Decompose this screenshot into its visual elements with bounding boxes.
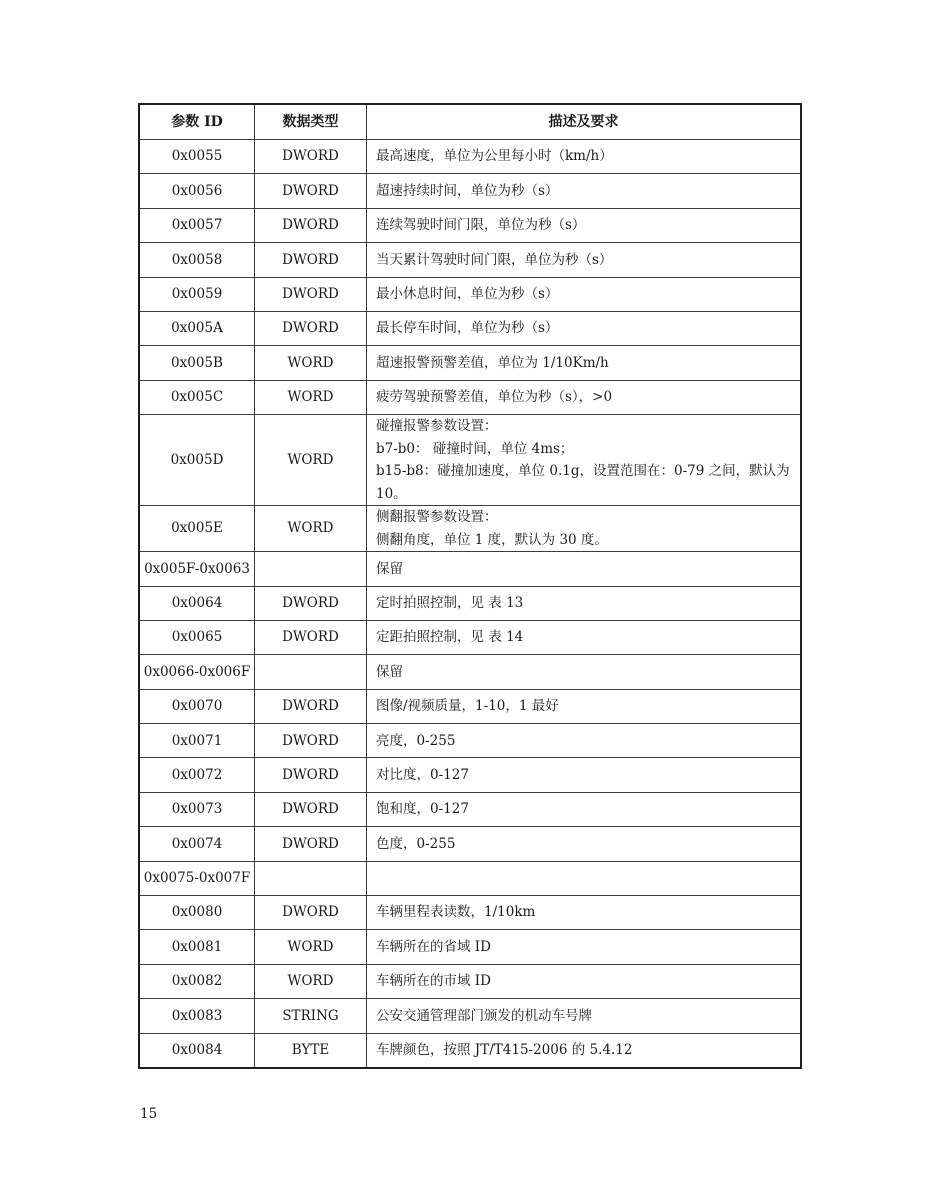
description-cell [367,243,800,276]
data-type-cell: WORD [255,965,367,998]
description-cell [367,827,800,860]
table-row [140,690,800,724]
description-line: 车牌颜色，按照 JT/T415-2006 的 5.4.12 [376,1042,633,1059]
description-cell [367,862,800,895]
data-type-cell: DWORD [255,174,367,207]
data-type-cell: DWORD [255,621,367,654]
description-cell [367,965,800,998]
description-line: 最小休息时间，单位为秒（s） [376,286,559,302]
param-id-cell: 0x0075-0x007F [140,862,255,895]
description-line: 超速报警预警差值，单位为 1/10Km/h [376,354,609,371]
table-row [140,415,800,506]
description-cell [367,758,800,791]
description-cell [367,174,800,207]
description-cell [367,621,800,654]
description-cell [367,346,800,379]
description-line: 亮度，0-255 [376,732,456,749]
data-type-cell: WORD [255,506,367,551]
table-row [140,862,800,896]
param-id-cell: 0x0055 [140,140,255,173]
description-cell [367,381,800,414]
table-row [140,999,800,1033]
description-line: 10。 [376,485,407,502]
description-line: 车辆所在的市域 ID [376,973,491,990]
table-row [140,827,800,861]
header-data-type: 数据类型 [255,105,367,139]
table-row [140,506,800,552]
description-line: 色度，0-255 [376,835,456,852]
description-cell [367,999,800,1032]
description-line: 超速持续时间，单位为秒（s） [376,182,559,199]
data-type-cell: DWORD [255,793,367,826]
data-type-cell: DWORD [255,312,367,345]
description-line: 公安交通管理部门颁发的机动车号牌 [376,1007,592,1024]
data-type-cell: DWORD [255,278,367,311]
table-header-row [140,105,800,140]
param-id-cell: 0x005B [140,346,255,379]
description-line: 保留 [376,663,403,680]
description-line: 车辆里程表读数，1/10km [376,904,536,921]
table-row [140,621,800,655]
description-cell [367,278,800,311]
data-type-cell: WORD [255,930,367,963]
param-id-cell: 0x0073 [140,793,255,826]
description-cell [367,690,800,723]
description-line: 当天累计驾驶时间门限，单位为秒（s） [376,251,613,268]
table-row [140,346,800,380]
description-line: 饱和度，0-127 [376,801,469,818]
header-param-id: 参数 ID [140,105,255,139]
description-line: 侧翻报警参数设置： [376,509,498,526]
table-row [140,655,800,689]
description-cell [367,506,800,551]
table-row [140,552,800,586]
description-cell [367,209,800,242]
data-type-cell: DWORD [255,140,367,173]
description-cell [367,724,800,757]
param-id-cell: 0x0065 [140,621,255,654]
param-id-cell: 0x0059 [140,278,255,311]
table-row [140,1034,800,1067]
param-id-cell: 0x0070 [140,690,255,723]
param-id-cell: 0x0083 [140,999,255,1032]
table-row [140,724,800,758]
description-line: 定时拍照控制，见 表 13 [376,594,524,611]
data-type-cell: WORD [255,381,367,414]
param-id-cell: 0x0057 [140,209,255,242]
data-type-cell: BYTE [255,1034,367,1067]
data-type-cell: DWORD [255,827,367,860]
param-id-cell: 0x0081 [140,930,255,963]
description-cell [367,587,800,620]
description-line: 定距拍照控制，见 表 14 [376,629,524,646]
table-row [140,312,800,346]
param-id-cell: 0x005C [140,381,255,414]
description-line: 疲劳驾驶预警差值，单位为秒（s），>0 [376,389,613,406]
description-line: 保留 [376,560,403,577]
param-id-cell: 0x0064 [140,587,255,620]
description-cell [367,312,800,345]
param-id-cell: 0x005E [140,506,255,551]
param-id-cell: 0x0056 [140,174,255,207]
param-id-cell: 0x0084 [140,1034,255,1067]
data-type-cell: DWORD [255,243,367,276]
param-id-cell: 0x005F-0x0063 [140,552,255,585]
table-row [140,930,800,964]
data-type-cell: STRING [255,999,367,1032]
data-type-cell: DWORD [255,758,367,791]
description-line: 碰撞报警参数设置： [376,418,498,435]
data-type-cell [255,552,367,585]
description-line: 最高速度，单位为公里每小时（km/h） [376,148,613,165]
header-description: 描述及要求 [548,113,619,130]
data-type-cell: DWORD [255,724,367,757]
table-row [140,243,800,277]
description-line: b7-b0： 碰撞时间，单位 4ms； [376,440,574,457]
description-cell [367,415,800,505]
description-cell [367,896,800,929]
table-row [140,793,800,827]
description-line: 连续驾驶时间门限，单位为秒（s） [376,217,586,234]
data-type-cell: DWORD [255,587,367,620]
data-type-cell [255,655,367,688]
param-id-cell: 0x005D [140,415,255,505]
param-id-cell: 0x0072 [140,758,255,791]
data-type-cell: DWORD [255,209,367,242]
param-id-cell: 0x0074 [140,827,255,860]
data-type-cell: DWORD [255,896,367,929]
param-id-cell: 0x0082 [140,965,255,998]
parameter-table [138,103,802,1069]
description-line: 侧翻角度，单位 1 度，默认为 30 度。 [376,531,608,548]
data-type-cell: DWORD [255,690,367,723]
description-line: 最长停车时间，单位为秒（s） [376,320,559,337]
table-row [140,209,800,243]
table-row [140,174,800,208]
table-row [140,896,800,930]
description-cell [367,930,800,963]
table-row [140,381,800,415]
description-line: b15-b8：碰撞加速度，单位 0.1g，设置范围在：0-79 之间，默认为 [376,463,790,480]
table-body [140,140,800,1067]
param-id-cell: 0x0071 [140,724,255,757]
description-cell [367,552,800,585]
description-cell [367,655,800,688]
data-type-cell: WORD [255,346,367,379]
param-id-cell: 0x0080 [140,896,255,929]
description-line: 对比度，0-127 [376,766,469,783]
table-row [140,278,800,312]
description-line: 车辆所在的省域 ID [376,938,491,955]
param-id-cell: 0x005A [140,312,255,345]
description-cell [367,140,800,173]
page-number: 15 [140,1106,158,1122]
param-id-cell: 0x0066-0x006F [140,655,255,688]
data-type-cell: WORD [255,415,367,505]
table-row [140,965,800,999]
description-cell [367,793,800,826]
table-row [140,140,800,174]
description-cell [367,1034,800,1067]
data-type-cell [255,862,367,895]
description-line: 图像/视频质量，1-10，1 最好 [376,698,559,715]
table-row [140,758,800,792]
table-row [140,587,800,621]
param-id-cell: 0x0058 [140,243,255,276]
